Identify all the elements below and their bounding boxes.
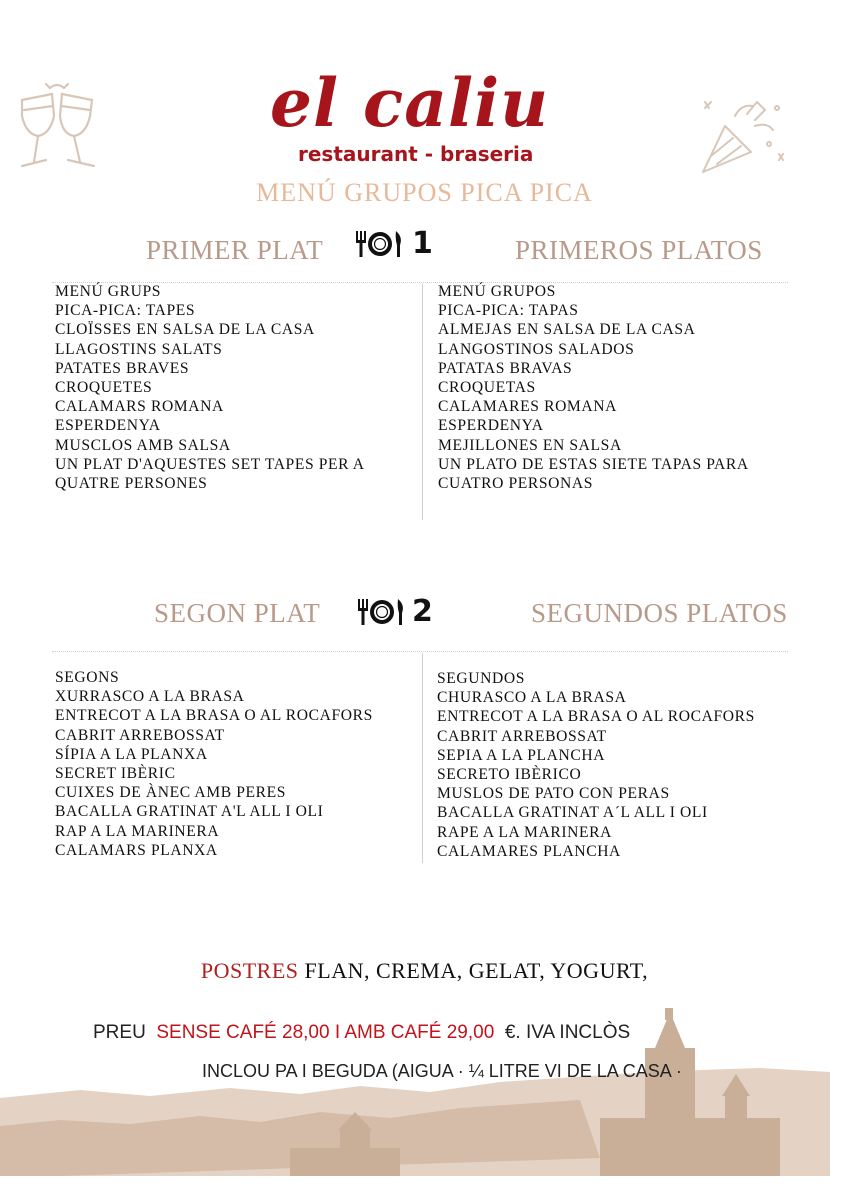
second-course-list-catalan [55,668,373,860]
second-course-item-catalan: CALAMARS PLANXA [55,841,218,859]
second-course-item-spanish: SEPIA A LA PLANCHA [437,746,606,764]
first-course-item-catalan: MENÚ GRUPS [55,283,162,300]
second-course-number: 2 [412,594,433,629]
first-course-item-catalan: PATATES BRAVES [55,359,190,377]
price-line [93,1022,630,1044]
first-course-list-spanish [438,282,749,493]
second-course-heading-spanish: SEGUNDOS PLATOS [531,598,788,628]
second-course-item-catalan: CUIXES DE ÀNEC AMB PERES [55,784,287,802]
desserts-line [0,958,849,984]
second-course-item-spanish: CHURASCO A LA BRASA [437,689,627,707]
desserts-label: POSTRES [200,958,299,983]
cutlery-plate-icon [354,229,406,259]
second-course-heading-catalan: SEGON PLAT [154,598,321,628]
first-course-item-catalan: LLAGOSTINS SALATS [55,340,223,358]
second-course-list-spanish [437,669,755,861]
second-course-item-catalan: SECRET IBÈRIC [55,765,176,783]
first-course-list-catalan [55,282,365,493]
second-course-item-spanish: CABRIT ARREBOSSAT [437,727,607,745]
first-course-item-spanish: MEJILLONES EN SALSA [438,436,622,454]
first-course-item-catalan: CROQUETES [55,379,153,397]
first-course-item-catalan: UN PLAT D'AQUESTES SET TAPES PER A [55,455,365,473]
desserts-items: FLAN, CREMA, GELAT, YOGURT, [304,958,649,983]
second-course-item-spanish: RAPE A LA MARINERA [437,823,612,841]
price-amount: SENSE CAFÉ 28,00 I AMB CAFÉ 29,00 [156,1022,495,1043]
second-course-item-catalan: BACALLA GRATINAT A'L ALL I OLI [55,803,324,821]
second-course-item-spanish: SEGUNDOS [437,670,525,687]
first-course-item-spanish: MENÚ GRUPOS [438,283,556,300]
first-course-item-spanish: UN PLATO DE ESTAS SIETE TAPAS PARA [438,455,749,473]
second-course-divider [52,651,788,652]
first-course-item-catalan: QUATRE PERSONES [55,475,208,493]
first-course-heading-spanish: PRIMEROS PLATOS [515,235,763,265]
price-suffix: €. IVA INCLÒS [504,1022,631,1043]
second-course-item-spanish: BACALLA GRATINAT A´L ALL I OLI [437,804,708,822]
second-course-item-catalan: CABRIT ARREBOSSAT [55,726,225,744]
first-course-item-spanish: PATATAS BRAVAS [438,359,573,377]
first-course-item-spanish: CROQUETAS [438,379,536,397]
first-course-item-catalan: MUSCLOS AMB SALSA [55,436,231,454]
first-course-number: 1 [412,226,433,261]
second-course-item-catalan: RAP A LA MARINERA [55,822,220,840]
first-course-item-spanish: PICA-PICA: TAPAS [438,302,579,320]
first-course-item-catalan: PICA-PICA: TAPES [55,302,196,320]
second-course-item-spanish: SECRETO IBÈRICO [437,766,582,784]
first-course-item-spanish: CALAMARES ROMANA [438,398,617,416]
first-course-item-spanish: LANGOSTINOS SALADOS [438,340,635,358]
second-course-item-catalan: SÍPIA A LA PLANXA [55,745,208,763]
first-course-item-catalan: CALAMARS ROMANA [55,398,224,416]
toast-glasses-icon [10,82,105,174]
first-course-item-spanish: ALMEJAS EN SALSA DE LA CASA [438,321,696,339]
first-course-item-catalan: CLOÏSSES EN SALSA DE LA CASA [55,321,315,339]
second-course-item-catalan: ENTRECOT A LA BRASA O AL ROCAFORS [55,707,373,725]
second-course-item-catalan: XURRASCO A LA BRASA [55,688,245,706]
second-course-item-spanish: ENTRECOT A LA BRASA O AL ROCAFORS [437,708,755,726]
restaurant-subtitle: restaurant - braseria [298,142,534,166]
first-course-column-divider [422,284,423,520]
first-course-item-spanish: CUATRO PERSONAS [438,475,594,493]
second-course-item-catalan: SEGONS [55,669,120,686]
first-course-item-catalan: ESPERDENYA [55,417,161,435]
first-course-item-spanish: ESPERDENYA [438,417,544,435]
second-course-item-spanish: CALAMARES PLANCHA [437,842,621,860]
restaurant-logo: el caliu [270,64,550,142]
menu-title: MENÚ GRUPOS PICA PICA [256,178,593,207]
cutlery-plate-icon [356,597,408,627]
price-prefix: PREU [93,1022,146,1043]
second-course-column-divider [422,653,423,863]
includes-line: INCLOU PA I BEGUDA (AIGUA · ¼ LITRE VI DE LA CASA · [202,1061,682,1081]
first-course-heading-catalan: PRIMER PLAT [146,235,324,265]
second-course-item-spanish: MUSLOS DE PATO CON PERAS [437,785,670,803]
party-popper-icon [695,96,785,178]
